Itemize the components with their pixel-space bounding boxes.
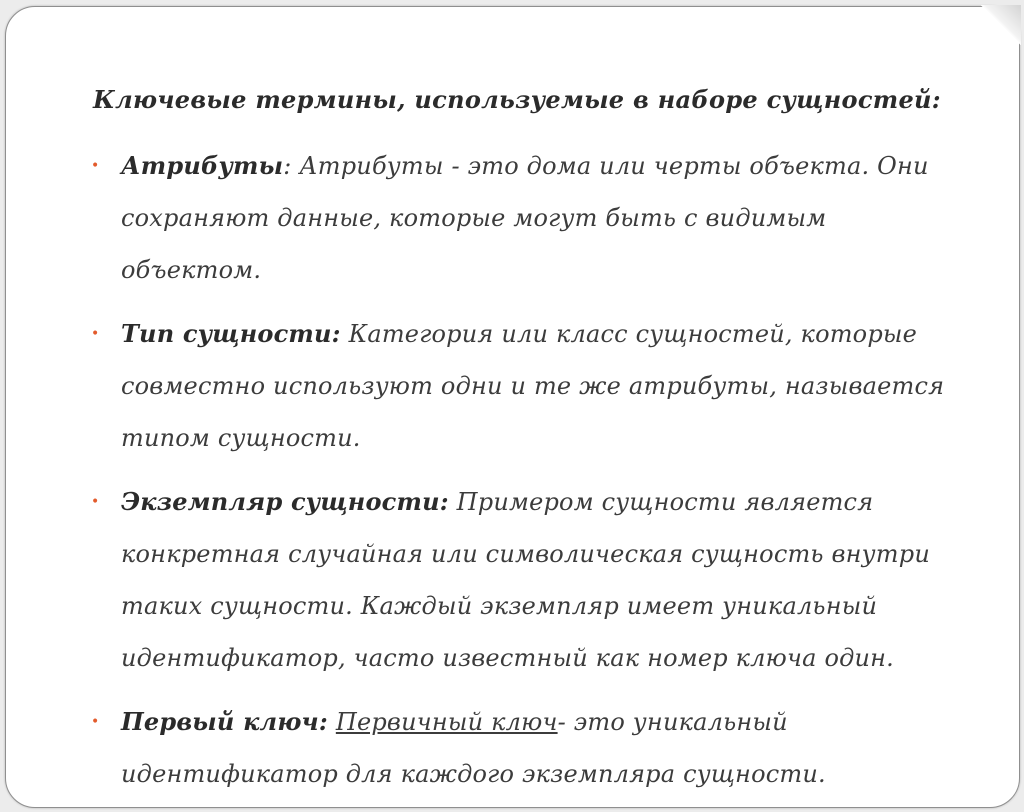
term-item-entity-type [88,308,968,464]
bullet-icon: • [91,494,100,510]
bullet-icon: • [91,714,100,730]
page-curl-decoration [981,5,1021,45]
bullet-icon: • [91,326,100,342]
slide-card [5,6,1020,808]
term-description: Примером сущности является конкретная случайная или символическая сущность внутри таких сущности. Каждый экземпляр имеет уникальный идентификатор, часто известный как номер ключа один. [121,488,930,672]
term-name: Тип сущности: [121,319,341,348]
term-description: Категория или класс сущностей, которые совместно используют одни и те же атрибуты, называется типом сущности. [121,320,945,452]
term-item-entity-instance [88,476,968,684]
term-description: : Атрибуты - это дома или черты объекта. Они сохраняют данные, которые могут быть с видимым объектом. [121,152,929,284]
bullet-icon: • [91,158,100,174]
term-list [88,140,968,812]
slide-title: Ключевые термины, используемые в наборе сущностей: [93,85,941,114]
term-item-primary-key [88,696,968,800]
term-name: Экземпляр сущности: [121,487,449,516]
term-item-attributes [88,140,968,296]
term-name: Первый ключ: [121,707,328,736]
primary-key-link[interactable]: Первичный ключ [335,708,558,736]
term-name: Атрибуты [121,151,284,180]
term-description: - это уникальный идентификатор для каждого экземпляра сущности. [121,708,826,788]
